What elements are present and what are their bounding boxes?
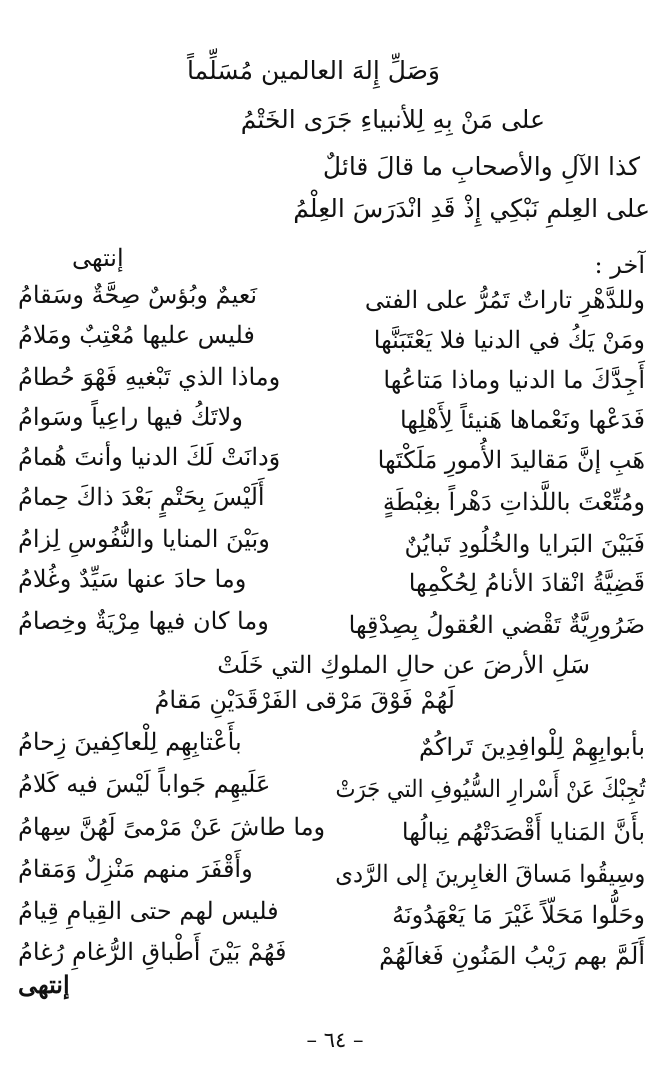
- poem1-hemistich-left: وَدانَتْ لَكَ الدنيا وأنتَ هُمامُ: [18, 443, 281, 471]
- poem1-hemistich-left: وبَيْنَ المنايا والنُّفُوسِ لِزامُ: [18, 525, 270, 553]
- poem2-hemistich-left: وأَقْفَرَ منهم مَنْزِلٌ وَمَقامُ: [18, 855, 253, 883]
- poem2-hemistich-right: بأَنَّ المَنايا أَقْصَدَتْهُم نِبالُها: [401, 818, 645, 846]
- poem2-hemistich-left: فليس لهم حتى القِيامِ قِيامُ: [18, 897, 279, 925]
- poem2-hemistich-right: وحَلُّوا مَحَلّاً غَيْرَ مَا يَعْهَدُونَهُ: [392, 901, 645, 929]
- poem1-hemistich-right: قَضِيَّةُ انْقادَ الأنامُ لِحُكْمِها: [408, 569, 645, 597]
- intro-verse-3: كذا الآلِ والأصحابِ ما قالَ قائلٌ: [322, 152, 640, 181]
- poem1-hemistich-right: أَجِدَّكَ ما الدنيا وماذا مَتاعُها: [383, 366, 645, 394]
- poem1-hemistich-left: ولاتَكُ فيها راعِياً وسَوامُ: [18, 403, 243, 431]
- single-verse-second-hemistich: لَهُمْ فَوْقَ مَرْقى الفَرْقَدَيْنِ مَقامُ: [154, 686, 455, 714]
- poem2-hemistich-left: فَهُمْ بَيْنَ أَطْباقِ الرُّغامِ رُغامُ: [18, 938, 287, 966]
- poem2-hemistich-left: عَلَيهِم جَواباً لَيْسَ فيه كَلامُ: [18, 770, 271, 798]
- poem1-hemistich-right: وللدَّهْرِ تاراتٌ تَمُرُّ على الفتى: [364, 286, 645, 314]
- intaha-marker-1: إنتهى: [72, 244, 124, 272]
- poem1-hemistich-left: وماذا الذي تَبْغيهِ فَهْوَ حُطامُ: [18, 363, 281, 391]
- intro-verse-4: على العِلمِ نَبْكِي إِذْ قَدِ انْدَرَسَ العِلْمُ: [293, 194, 650, 223]
- poem1-hemistich-left: فليس عليها مُعْتِبٌ ومَلامُ: [18, 321, 255, 349]
- poem2-hemistich-right: وسِيقُوا مَساقَ الغابِرينَ إلى الرَّدى: [335, 860, 645, 888]
- intro-verse-2: على مَنْ بِهِ لِلأنبياءِ جَرَى الخَتْمُ: [240, 105, 545, 134]
- page-number: – ٦٤ –: [306, 1028, 364, 1052]
- intro-verse-1: وَصَلِّ إِلهَ العالمين مُسَلِّماً: [187, 56, 440, 85]
- poem1-hemistich-left: وما كان فيها مِرْيَةٌ وخِصامُ: [18, 607, 269, 635]
- akhar-label: آخر :: [594, 251, 645, 279]
- poem1-hemistich-right: هَبِ إنَّ مَقاليدَ الأُمورِ مَلَكْتَها: [377, 446, 645, 474]
- poem2-hemistich-right: أَلَمَّ بهم رَيْبُ المَنُونِ فَغالَهُمْ: [379, 942, 645, 970]
- poem2-hemistich-left: بأَعْتابِهِم لِلْعاكِفينَ زِحامُ: [18, 728, 242, 756]
- poem1-hemistich-right: فَدَعْها ونَعْماها هَنيئاً لِأَهْلِها: [399, 406, 645, 434]
- intaha-marker-2: إنتهى: [18, 970, 70, 999]
- single-verse-first-hemistich: سَلِ الأرضَ عن حالِ الملوكِ التي خَلَتْ: [217, 651, 590, 679]
- poem1-hemistich-left: نَعيمٌ وبُؤسٌ صِحَّةٌ وسَقامُ: [18, 281, 258, 309]
- poem2-hemistich-right: بأبوابِهِمْ لِلْوافِدِينَ تَراكُمٌ: [418, 733, 645, 761]
- poem2-hemistich-left: وما طاشَ عَنْ مَرْمىً لَهُنَّ سِهامُ: [18, 813, 326, 841]
- poem1-hemistich-right: ومُتِّعْتَ باللَّذاتِ دَهْراً بغِبْطَةٍ: [382, 488, 645, 516]
- poem1-hemistich-left: أَلَيْسَ بِحَتْمٍ بَعْدَ ذاكَ حِمامُ: [18, 483, 265, 511]
- poem2-hemistich-right: تُجِبْكَ عَنْ أَسْرارِ السُّيُوفِ التي جَرَتْ: [335, 775, 645, 803]
- poem1-hemistich-right: فَبَيْنَ البَرايا والخُلُودِ تَبايُنٌ: [404, 530, 645, 558]
- poem1-hemistich-right: ومَنْ يَكُ في الدنيا فلا يَعْتَبَنَّها: [373, 326, 645, 354]
- poem1-hemistich-right: ضَرُورِيَّةٌ تَقْضي العُقولُ بِصِدْقِها: [348, 611, 645, 639]
- poem1-hemistich-left: وما حادَ عنها سَيِّدٌ وغُلامُ: [18, 565, 247, 593]
